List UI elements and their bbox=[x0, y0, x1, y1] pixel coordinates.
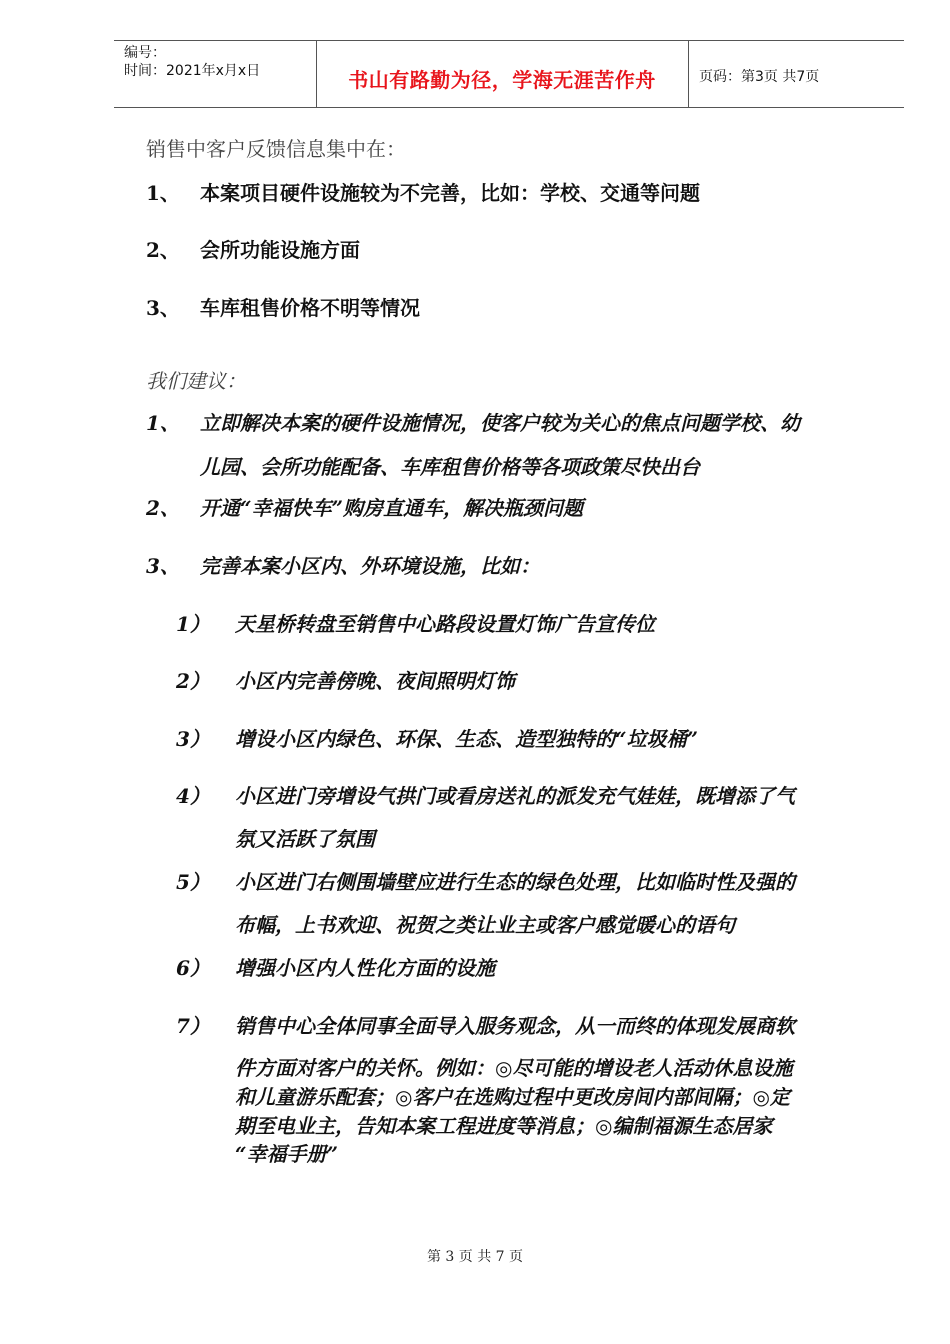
sub-item-number: 6） bbox=[176, 956, 210, 980]
sub-item-number: 3） bbox=[176, 727, 210, 751]
sub-item-text: 期至电业主，告知本案工程进度等消息；◎编制福源生态居家 bbox=[235, 1114, 773, 1138]
sub-item-number: 7） bbox=[176, 1014, 210, 1038]
header-motto-cell bbox=[316, 41, 689, 107]
sub-item-number: 5） bbox=[176, 870, 210, 894]
feedback-item-text: 车库租售价格不明等情况 bbox=[200, 296, 420, 320]
sub-item-number: 1） bbox=[176, 612, 210, 636]
suggestion-item-text: 儿园、会所功能配备、车库租售价格等各项政策尽快出台 bbox=[200, 455, 700, 479]
suggestions-intro: 我们建议： bbox=[146, 369, 246, 393]
sub-item-text: 小区进门右侧围墙壁应进行生态的绿色处理，比如临时性及强的 bbox=[235, 870, 795, 894]
suggestion-item-text: 开通“幸福快车”购房直通车，解决瓶颈问题 bbox=[200, 496, 584, 520]
sub-item-text: 销售中心全体同事全面导入服务观念，从一而终的体现发展商软 bbox=[235, 1014, 795, 1038]
date-label: 时间：2021年x月x日 bbox=[124, 63, 261, 79]
suggestion-item-number: 3、 bbox=[146, 554, 180, 578]
feedback-item-number: 1、 bbox=[146, 181, 180, 205]
sub-item-text: “幸福手册” bbox=[235, 1142, 339, 1166]
sub-item-text: 天星桥转盘至销售中心路段设置灯饰广告宣传位 bbox=[235, 612, 655, 636]
sub-item-text: 小区内完善傍晚、夜间照明灯饰 bbox=[235, 669, 515, 693]
sub-item-text: 和儿童游乐配套；◎客户在选购过程中更改房间内部间隔；◎定 bbox=[235, 1085, 790, 1109]
suggestion-item-number: 1、 bbox=[146, 411, 180, 435]
sub-item-text: 布幅，上书欢迎、祝贺之类让业主或客户感觉暖心的语句 bbox=[235, 913, 735, 937]
suggestion-item-text: 完善本案小区内、外环境设施，比如： bbox=[200, 554, 540, 578]
page-header bbox=[114, 40, 904, 108]
sub-item-text: 增设小区内绿色、环保、生态、造型独特的“垃圾桶” bbox=[235, 727, 699, 751]
header-page-cell bbox=[689, 41, 904, 107]
feedback-item-number: 2、 bbox=[146, 238, 180, 262]
sub-item-text: 氛又活跃了氛围 bbox=[235, 827, 375, 851]
header-motto: 书山有路勤为径，学海无涯苦作舟 bbox=[348, 68, 656, 92]
feedback-item-text: 本案项目硬件设施较为不完善，比如：学校、交通等问题 bbox=[200, 181, 700, 205]
sub-item-number: 2） bbox=[176, 669, 210, 693]
sub-item-text: 小区进门旁增设气拱门或看房送礼的派发充气娃娃，既增添了气 bbox=[235, 784, 795, 808]
header-page-info: 页码：第3页 共7页 bbox=[699, 69, 820, 85]
suggestion-item-text: 立即解决本案的硬件设施情况，使客户较为关心的焦点问题学校、幼 bbox=[200, 411, 800, 435]
serial-number-label: 编号： bbox=[124, 45, 166, 61]
header-meta-cell bbox=[114, 41, 317, 107]
feedback-item-number: 3、 bbox=[146, 296, 180, 320]
suggestion-item-number: 2、 bbox=[146, 496, 180, 520]
feedback-intro: 销售中客户反馈信息集中在： bbox=[146, 137, 406, 161]
sub-item-number: 4） bbox=[176, 784, 210, 808]
sub-item-text: 件方面对客户的关怀。例如：◎尽可能的增设老人活动休息设施 bbox=[235, 1056, 793, 1080]
sub-item-text: 增强小区内人性化方面的设施 bbox=[235, 956, 495, 980]
feedback-item-text: 会所功能设施方面 bbox=[200, 238, 360, 262]
page-footer: 第 3 页 共 7 页 bbox=[426, 1249, 524, 1265]
